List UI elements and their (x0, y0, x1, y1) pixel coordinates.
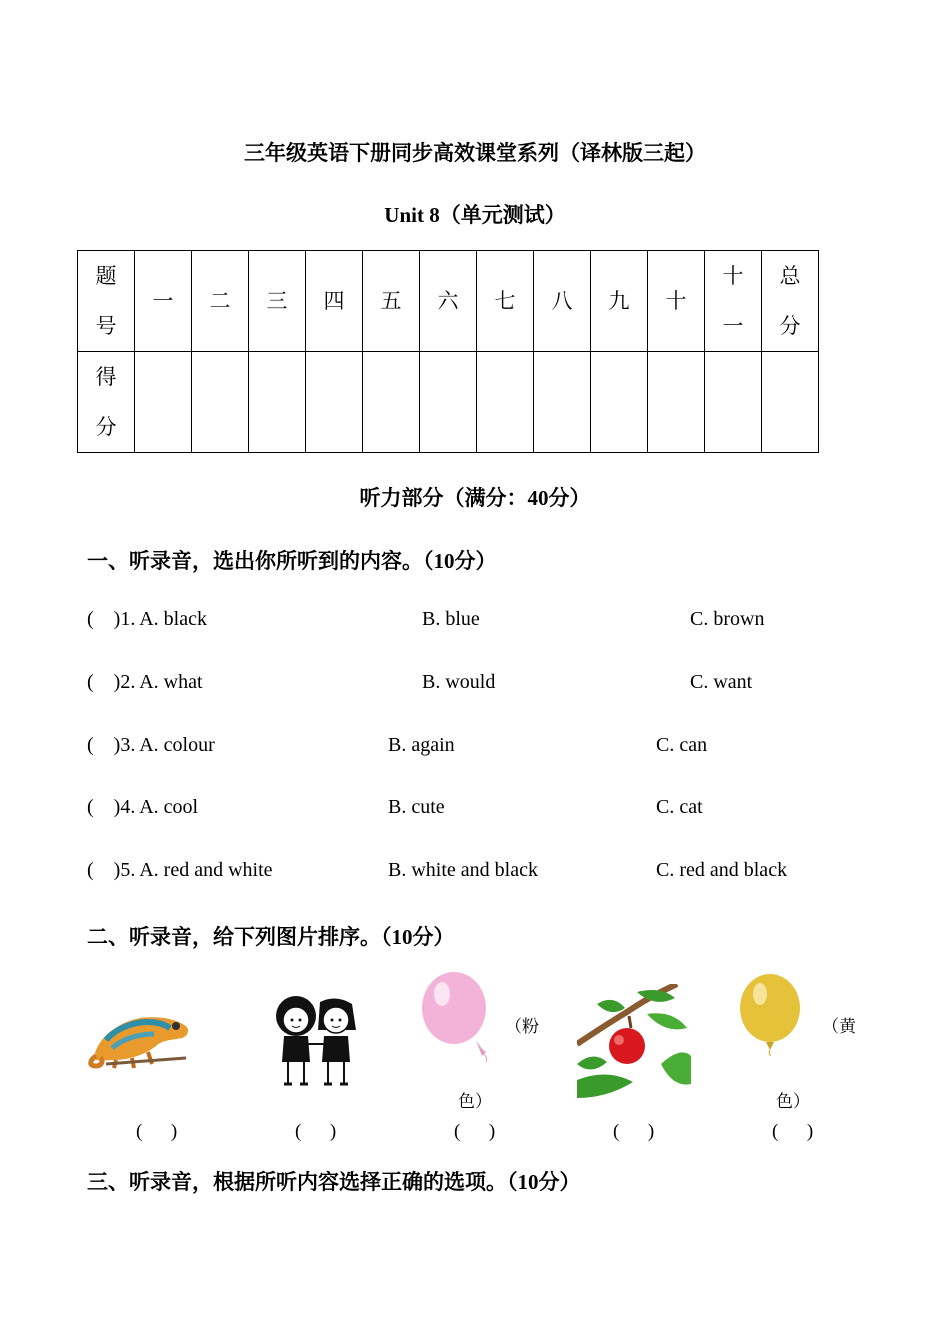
col-header: 二 (192, 251, 249, 352)
section2-title: 二、听录音，给下列图片排序。（10分） (87, 925, 455, 949)
header-label-cell (78, 251, 135, 352)
q1-a[interactable]: ( )1. A. black (87, 608, 207, 630)
header-label-top: 题 (95, 264, 117, 288)
unit-subtitle: Unit 8（单元测试） (384, 203, 566, 227)
col-header: 一 (135, 251, 192, 352)
col-header: 三 (249, 251, 306, 352)
col-header-11 (705, 251, 762, 352)
col-header: 七 (477, 251, 534, 352)
score-label-cell (78, 352, 135, 453)
page-title: 三年级英语下册同步高效课堂系列（译林版三起） (244, 141, 706, 165)
q5-b[interactable]: B. white and black (388, 859, 538, 881)
q4-a[interactable]: ( )4. A. cool (87, 796, 199, 818)
col-header: 四 (306, 251, 363, 352)
col-header: 十 (648, 251, 705, 352)
score-cell[interactable] (363, 352, 420, 453)
q3-b[interactable]: B. again (388, 734, 455, 756)
yellow-balloon-icon (738, 974, 804, 1056)
picture-5-answer[interactable]: ( ) (772, 1121, 814, 1142)
total-top: 总 (779, 264, 801, 288)
col-header: 五 (363, 251, 420, 352)
section3-title: 三、听录音，根据所听内容选择正确的选项。（10分） (87, 1170, 581, 1194)
q2-a[interactable]: ( )2. A. what (87, 671, 203, 693)
score-cell[interactable] (648, 352, 705, 453)
q1-c[interactable]: C. brown (690, 608, 765, 630)
girls-icon (270, 990, 362, 1090)
col-header-total (762, 251, 819, 352)
score-table (77, 250, 819, 453)
score-cell[interactable] (249, 352, 306, 453)
q4-c[interactable]: C. cat (656, 796, 703, 818)
yellow-note-b: 色） (776, 1092, 810, 1111)
col-header: 六 (420, 251, 477, 352)
q5-c[interactable]: C. red and black (656, 859, 788, 881)
chameleon-icon (86, 1000, 192, 1070)
header-label-bottom: 号 (95, 314, 117, 338)
score-cell[interactable] (192, 352, 249, 453)
q1-b[interactable]: B. blue (422, 608, 480, 630)
score-cell[interactable] (135, 352, 192, 453)
col11-bottom: 一 (722, 314, 744, 338)
score-cell[interactable] (420, 352, 477, 453)
picture-2-answer[interactable]: ( ) (295, 1121, 337, 1142)
score-label-top: 得 (95, 365, 117, 389)
picture-1-answer[interactable]: ( ) (136, 1121, 178, 1142)
q5-a[interactable]: ( )5. A. red and white (87, 859, 273, 881)
score-cell[interactable] (534, 352, 591, 453)
pink-note-a: （粉 (505, 1017, 539, 1036)
listening-title: 听力部分（满分：40分） (359, 486, 591, 510)
col-header: 九 (591, 251, 648, 352)
score-table-header-row (78, 251, 819, 352)
q2-c[interactable]: C. want (690, 671, 753, 693)
pink-balloon-icon (420, 972, 492, 1064)
apple-branch-icon (577, 984, 691, 1098)
picture-4-answer[interactable]: ( ) (613, 1121, 655, 1142)
q3-c[interactable]: C. can (656, 734, 708, 756)
score-cell[interactable] (477, 352, 534, 453)
score-cell[interactable] (762, 352, 819, 453)
score-cell[interactable] (591, 352, 648, 453)
q3-a[interactable]: ( )3. A. colour (87, 734, 215, 756)
total-bottom: 分 (779, 314, 801, 338)
pink-note-b: 色） (458, 1092, 492, 1111)
section1-title: 一、听录音，选出你所听到的内容。（10分） (87, 549, 497, 573)
score-label-bottom: 分 (95, 415, 117, 439)
col11-top: 十 (722, 264, 744, 288)
score-cell[interactable] (705, 352, 762, 453)
yellow-note-a: （黄 (822, 1017, 856, 1036)
q2-b[interactable]: B. would (422, 671, 496, 693)
q4-b[interactable]: B. cute (388, 796, 445, 818)
picture-3-answer[interactable]: ( ) (454, 1121, 496, 1142)
score-cell[interactable] (306, 352, 363, 453)
col-header: 八 (534, 251, 591, 352)
score-table-score-row (78, 352, 819, 453)
